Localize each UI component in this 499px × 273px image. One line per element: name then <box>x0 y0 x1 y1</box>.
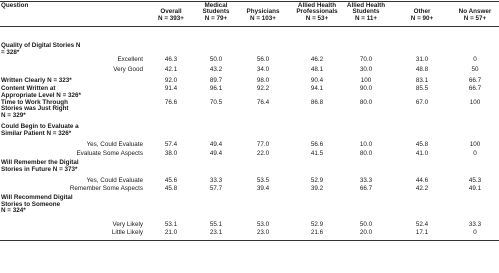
table-cell: 70.0 <box>359 55 373 63</box>
table-cell: 50.0 <box>209 55 223 63</box>
table-cell: 67.0 <box>415 98 429 106</box>
table-cell: 46.2 <box>310 55 324 63</box>
table-cell: 17.1 <box>415 229 429 236</box>
column-header-1-line: Students <box>202 8 230 16</box>
table-cell: 48.8 <box>415 66 429 73</box>
table-cell: 50.0 <box>359 221 373 228</box>
table-cell: 52.4 <box>415 221 429 228</box>
table-cell: 21.6 <box>310 229 324 236</box>
row-heading: N = 324* <box>1 207 26 215</box>
column-header-question: Question <box>1 2 29 9</box>
row-heading: Quality of Digital Stories N <box>1 42 81 49</box>
column-header-6-line: No Answer <box>458 8 492 16</box>
table-cell: 33.3 <box>468 221 482 228</box>
table-cell: 76.6 <box>164 98 178 106</box>
table-cell: 48.1 <box>310 66 324 73</box>
table-cell: 57.7 <box>209 184 223 192</box>
column-header-4-line: Students <box>352 8 380 16</box>
row-label: Little Likely <box>111 229 143 236</box>
column-header-6-line: N = 57+ <box>463 14 487 22</box>
table-cell: 30.0 <box>359 66 373 73</box>
table-cell: 85.5 <box>415 85 429 92</box>
table-cell: 80.0 <box>359 98 373 106</box>
table-cell: 70.5 <box>209 98 223 106</box>
row-label: Yes, Could Evaluate <box>86 141 143 148</box>
row-heading: Stories was Just Right <box>1 105 69 113</box>
column-header-0-line: Overall <box>160 8 182 16</box>
table-cell: 42.1 <box>164 66 178 73</box>
table-cell: 94.1 <box>310 85 324 92</box>
table-cell: 92.0 <box>164 76 178 84</box>
table-cell: 41.0 <box>415 149 429 157</box>
table-cell: 80.0 <box>359 149 373 157</box>
column-header-4-line: N = 11+ <box>354 14 378 22</box>
table-cell: 92.2 <box>256 85 270 92</box>
table-cell: 0 <box>473 229 477 236</box>
row-heading: Will Recommend Digital <box>1 194 73 201</box>
table-cell: 56.6 <box>310 141 324 148</box>
table-cell: 53.0 <box>256 221 270 228</box>
header-bottom-rule <box>0 26 499 27</box>
table-cell: 44.6 <box>415 176 429 184</box>
column-header-5-line: Other <box>413 8 431 16</box>
table-cell: 49.4 <box>209 149 223 157</box>
table-cell: 56.0 <box>256 55 270 63</box>
row-heading: Content Written at <box>1 85 56 92</box>
table-cell: 100 <box>360 76 372 84</box>
table-cell: 66.7 <box>468 76 482 84</box>
table-cell: 49.1 <box>468 184 482 192</box>
row-label: Excellent <box>117 55 143 63</box>
table-cell: 10.0 <box>359 141 373 148</box>
column-header-2-line: Physicians <box>246 8 280 16</box>
table-cell: 38.0 <box>164 149 178 157</box>
table-cell: 98.0 <box>256 76 270 84</box>
table-cell: 100 <box>469 98 481 106</box>
table-cell: 53.1 <box>164 221 178 228</box>
column-header-1-line: N = 79+ <box>204 14 228 22</box>
row-heading: Could Begin to Evaluate a <box>1 123 79 130</box>
row-heading: Stories in Future N = 373* <box>1 165 78 173</box>
table-cell: 34.0 <box>256 66 270 73</box>
row-heading: N = 329* <box>1 111 26 119</box>
row-heading: Stories to Someone <box>1 200 61 208</box>
table-cell: 49.4 <box>209 141 223 148</box>
row-label: Very Likely <box>112 221 143 228</box>
table-cell: 86.8 <box>310 98 324 106</box>
table-cell: 23.1 <box>209 229 223 236</box>
table-cell: 42.2 <box>415 184 429 192</box>
table-cell: 52.9 <box>310 176 324 184</box>
row-heading: Appropriate Level N = 326* <box>1 91 81 99</box>
table-cell: 22.0 <box>256 149 270 157</box>
table-cell: 0 <box>473 55 477 63</box>
table-bottom-rule <box>0 240 499 241</box>
table-cell: 31.0 <box>415 55 429 63</box>
row-label: Remember Some Aspects <box>69 184 143 192</box>
row-heading: Similar Patient N = 326* <box>1 129 72 137</box>
table-top-rule <box>0 1 499 2</box>
column-header-2-line: N = 103+ <box>250 14 276 22</box>
table-cell: 39.2 <box>310 184 324 192</box>
table-cell: 20.0 <box>359 229 373 236</box>
table-cell: 90.0 <box>359 85 373 92</box>
table-cell: 53.5 <box>256 176 270 184</box>
column-header-4-line: Allied Health <box>346 1 386 9</box>
table-cell: 96.1 <box>209 85 223 92</box>
row-heading: Time to Work Through <box>1 98 68 106</box>
column-header-3-line: Allied Health <box>297 1 337 9</box>
row-heading: Will Remember the Digital <box>1 159 79 166</box>
table-cell: 45.8 <box>415 141 429 148</box>
table-cell: 39.4 <box>256 184 270 192</box>
table-cell: 91.4 <box>164 85 178 92</box>
column-header-5-line: N = 90+ <box>410 14 434 22</box>
table-cell: 33.3 <box>209 176 223 184</box>
table-cell: 100 <box>469 141 481 148</box>
row-heading: Written Clearly N = 323* <box>1 76 72 84</box>
column-header-3-line: Professionals <box>296 8 338 16</box>
table-cell: 76.4 <box>256 98 270 106</box>
table-cell: 45.3 <box>468 176 482 184</box>
column-header-1-line: Medical <box>204 1 228 9</box>
table-cell: 83.1 <box>415 76 429 84</box>
table-cell: 66.7 <box>359 184 373 192</box>
table-cell: 41.5 <box>310 149 324 157</box>
table-cell: 57.4 <box>164 141 178 148</box>
table-cell: 45.6 <box>164 176 178 184</box>
table-cell: 50 <box>471 66 479 73</box>
column-header-0-line: N = 393+ <box>158 14 184 22</box>
table-cell: 23.0 <box>256 229 270 236</box>
table-cell: 45.8 <box>164 184 178 192</box>
table-cell: 66.7 <box>468 85 482 92</box>
table-cell: 55.1 <box>209 221 223 228</box>
table-cell: 90.4 <box>310 76 324 84</box>
table-cell: 77.0 <box>256 141 270 148</box>
table-cell: 46.3 <box>164 55 178 63</box>
row-heading: = 328* <box>1 48 20 56</box>
row-label: Evaluate Some Aspects <box>76 149 143 157</box>
table-cell: 21.0 <box>164 229 178 236</box>
column-header-3-line: N = 53+ <box>305 14 329 22</box>
table-cell: 52.9 <box>310 221 324 228</box>
table-cell: 89.7 <box>209 76 223 84</box>
table-cell: 43.2 <box>209 66 223 73</box>
row-label: Yes, Could Evaluate <box>86 176 143 184</box>
table-cell: 33.3 <box>359 176 373 184</box>
table-cell: 0 <box>473 149 477 157</box>
row-label: Very Good <box>113 66 143 73</box>
